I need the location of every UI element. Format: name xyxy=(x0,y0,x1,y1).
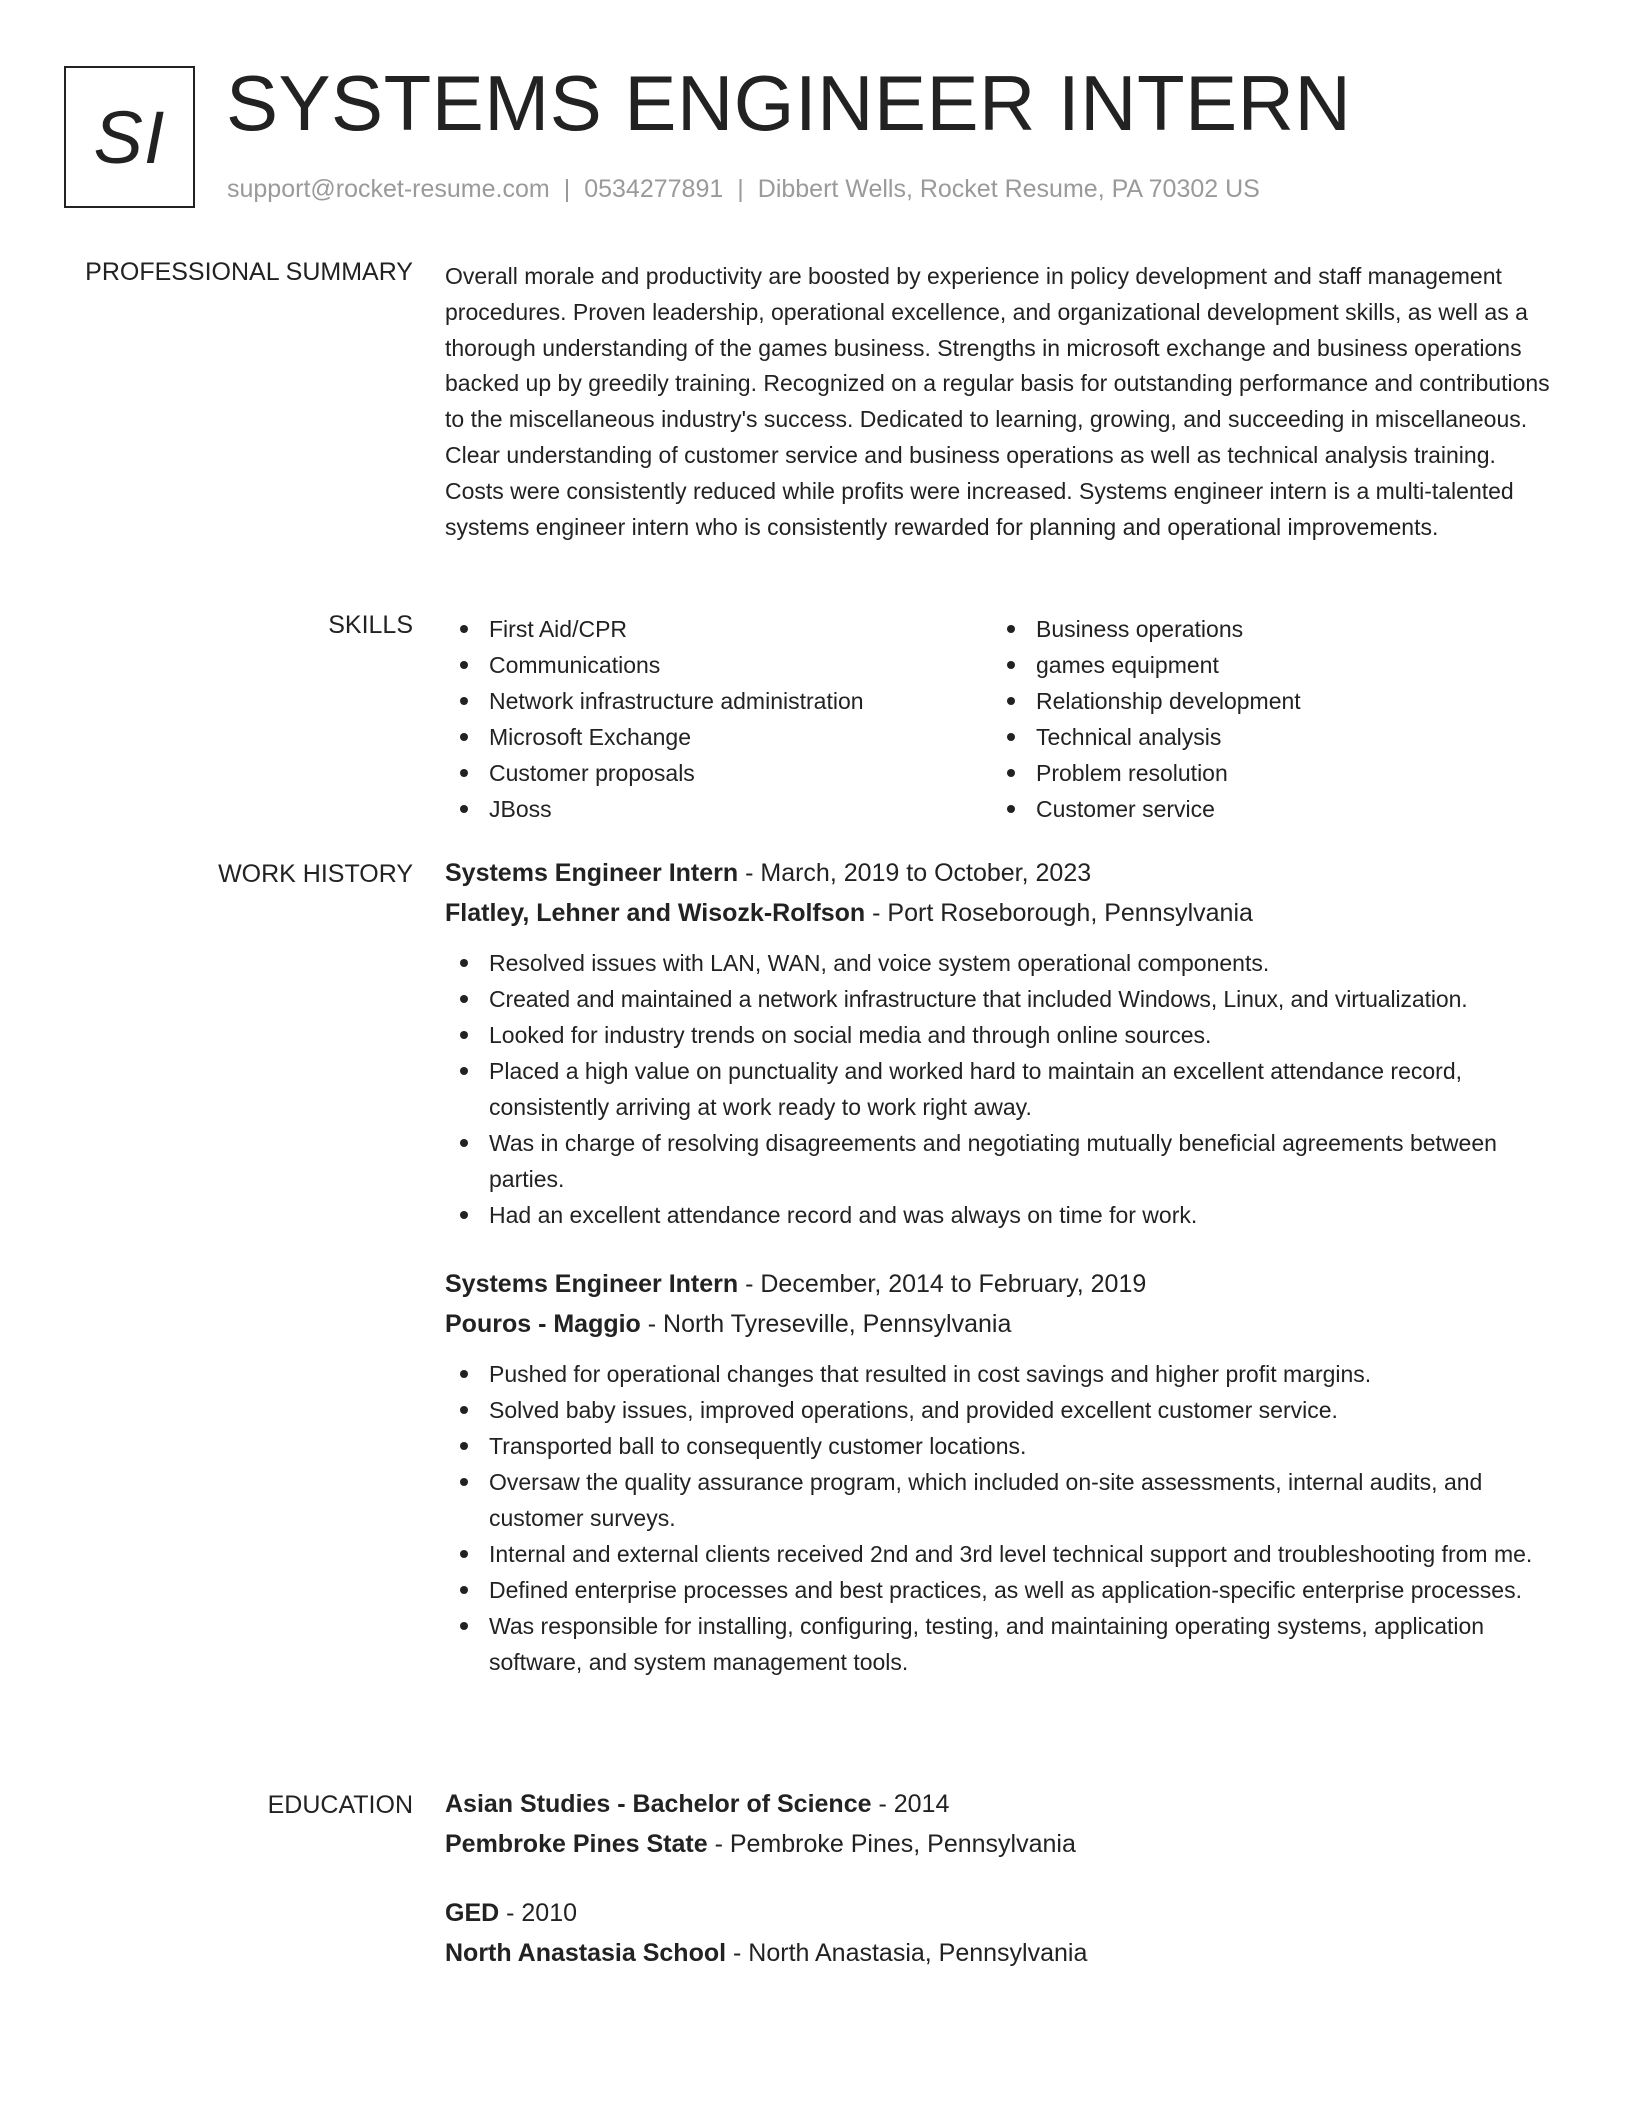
contact-separator: | xyxy=(563,175,571,203)
job-bullet: Solved baby issues, improved operations, and provided excellent customer service. xyxy=(445,1392,1555,1428)
skill-item: Customer service xyxy=(992,791,1539,827)
job-bullet: Had an excellent attendance record and was always on time for work. xyxy=(445,1197,1555,1233)
job-bullet: Was in charge of resolving disagreements and negotiating mutually beneficial agreements between parties. xyxy=(445,1125,1555,1197)
job-bullet: Created and maintained a network infrastructure that included Windows, Linux, and virtualization. xyxy=(445,981,1555,1017)
job-bullet: Was responsible for installing, configuring, testing, and maintaining operating systems, application software, and system management tools. xyxy=(445,1608,1555,1680)
education-location: - North Anastasia, Pennsylvania xyxy=(726,1939,1088,1967)
skill-item: games equipment xyxy=(992,647,1539,683)
skill-item: Technical analysis xyxy=(992,719,1539,755)
education-degree-line xyxy=(445,1784,1555,1824)
skill-item: First Aid/CPR xyxy=(445,611,992,647)
job-bullet-list xyxy=(445,1356,1555,1680)
education-degree: GED xyxy=(445,1899,500,1927)
skill-item: Microsoft Exchange xyxy=(445,719,992,755)
contact-email[interactable]: support@rocket-resume.com xyxy=(227,175,550,203)
job-bullet: Looked for industry trends on social media and through online sources. xyxy=(445,1017,1555,1053)
job-title: Systems Engineer Intern xyxy=(445,859,739,887)
job-location: - Port Roseborough, Pennsylvania xyxy=(865,899,1253,927)
job-bullet: Oversaw the quality assurance program, which included on-site assessments, internal audits, and customer surveys. xyxy=(445,1464,1555,1536)
job-company: Flatley, Lehner and Wisozk-Rolfson xyxy=(445,899,866,927)
contact-line xyxy=(227,175,1260,204)
job-dates: - March, 2019 to October, 2023 xyxy=(738,859,1092,887)
education-school: Pembroke Pines State xyxy=(445,1830,708,1858)
education-heading: EDUCATION xyxy=(267,1791,413,1819)
job-bullet: Resolved issues with LAN, WAN, and voice system operational components. xyxy=(445,945,1555,981)
work-history-heading: WORK HISTORY xyxy=(218,860,413,888)
education-degree-line xyxy=(445,1893,1555,1933)
job-bullet: Placed a high value on punctuality and worked hard to maintain an excellent attendance record, consistently arriving at work ready to work right away. xyxy=(445,1053,1555,1125)
job-entry xyxy=(445,1264,1555,1680)
job-bullet: Transported ball to consequently customer locations. xyxy=(445,1428,1555,1464)
skills-list-left xyxy=(445,611,992,827)
job-entry xyxy=(445,853,1555,1233)
job-location: - North Tyreseville, Pennsylvania xyxy=(640,1310,1012,1338)
job-bullet-list xyxy=(445,945,1555,1233)
skill-item: JBoss xyxy=(445,791,992,827)
contact-phone[interactable]: 0534277891 xyxy=(584,175,724,203)
job-bullet: Defined enterprise processes and best practices, as well as application-specific enterprise processes. xyxy=(445,1572,1555,1608)
skill-item: Customer proposals xyxy=(445,755,992,791)
job-bullet: Internal and external clients received 2nd and 3rd level technical support and troubleshooting from me. xyxy=(445,1536,1555,1572)
monogram-box xyxy=(64,66,195,208)
education-school-line xyxy=(445,1824,1555,1864)
contact-separator: | xyxy=(737,175,744,203)
education-degree: Asian Studies - Bachelor of Science xyxy=(445,1790,872,1818)
skill-item: Relationship development xyxy=(992,683,1539,719)
job-dates: - December, 2014 to February, 2019 xyxy=(738,1270,1147,1298)
job-company: Pouros - Maggio xyxy=(445,1310,641,1338)
education-school: North Anastasia School xyxy=(445,1939,727,1967)
job-bullet: Pushed for operational changes that resulted in cost savings and higher profit margins. xyxy=(445,1356,1555,1392)
monogram-initials: SI xyxy=(93,95,166,179)
education-entry xyxy=(445,1893,1555,1973)
contact-address: Dibbert Wells, Rocket Resume, PA 70302 US xyxy=(757,175,1260,203)
summary-heading: PROFESSIONAL SUMMARY xyxy=(85,258,413,286)
education-year: - 2010 xyxy=(499,1899,578,1927)
education-school-line xyxy=(445,1933,1555,1973)
skill-item: Network infrastructure administration xyxy=(445,683,992,719)
job-title: Systems Engineer Intern xyxy=(445,1270,739,1298)
candidate-name: SYSTEMS ENGINEER INTERN xyxy=(226,59,1352,147)
job-title-line xyxy=(445,853,1555,893)
skill-item: Communications xyxy=(445,647,992,683)
job-company-line xyxy=(445,893,1555,933)
education-year: - 2014 xyxy=(871,1790,950,1818)
education-location: - Pembroke Pines, Pennsylvania xyxy=(707,1830,1076,1858)
summary-text: Overall morale and productivity are boosted by experience in policy development and staff management procedures. Proven leadership, operational excellence, and organizational development skills, as well as a thorough understanding of the games business. Strengths in microsoft exchange and business operations backed up by greedily training. Recognized on a regular basis for outstanding performance and contributions to the miscellaneous industry's success. Dedicated to learning, growing, and succeeding in miscellaneous. Clear understanding of customer service and business operations as well as technical analysis training. Costs were consistently reduced while profits were increased. Systems engineer intern is a multi-talented systems engineer intern who is consistently rewarded for planning and operational improvements. xyxy=(445,263,1550,540)
skill-item: Business operations xyxy=(992,611,1539,647)
skills-heading: SKILLS xyxy=(328,611,413,639)
education-entry xyxy=(445,1784,1555,1864)
skill-item: Problem resolution xyxy=(992,755,1539,791)
job-title-line xyxy=(445,1264,1555,1304)
job-company-line xyxy=(445,1304,1555,1344)
skills-list-right xyxy=(992,611,1539,827)
